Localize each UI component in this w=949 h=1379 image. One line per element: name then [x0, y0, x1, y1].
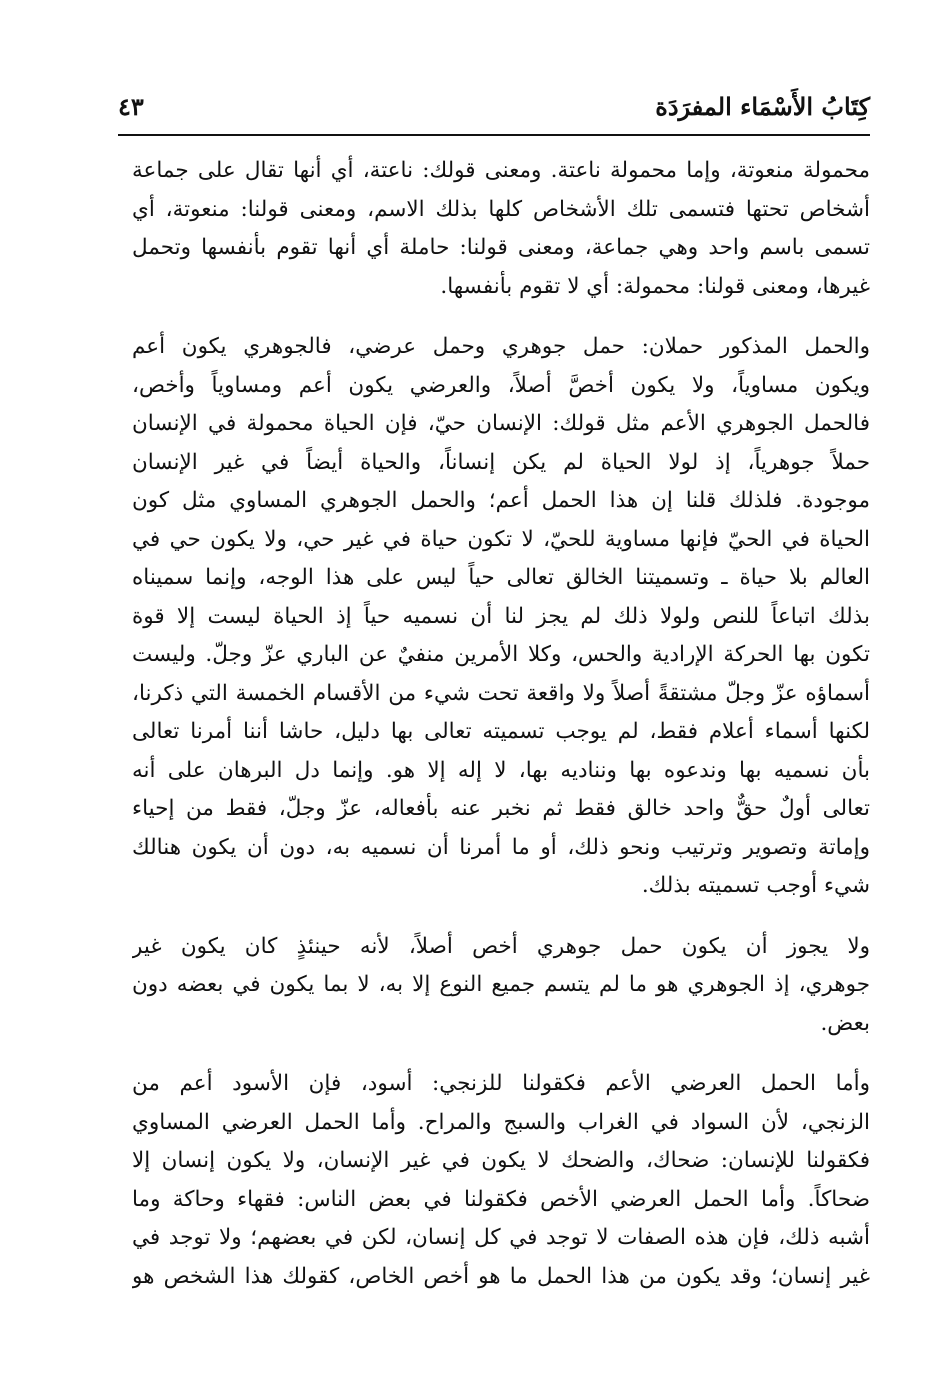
text-line: تكون بها الحركة الإرادية والحس، وكلا الأمرين منفيٌ عن الباري عزّ وجلّ. وليست	[132, 642, 870, 667]
text-line: ضحاكاً. وأما الحمل العرضي الأخص فكقولنا في بعض الناس: فقهاء وحاكة وما	[132, 1186, 870, 1212]
text-line: تعالى أولٌ حقٌّ واحد خالق فقط ثم نخبر عنه بأفعاله، عزّ وجلّ، فقط من إحياء	[132, 796, 870, 821]
text-line: بأن نسميه بها وندعوه بها ونناديه بها، لا إله إلا هو. وإنما دل البرهان على أنه	[132, 757, 870, 783]
text-line: ولا يجوز أن يكون حمل جوهري أخص أصلاً، لأنه حينئذٍ كان يكون غير	[132, 933, 870, 959]
paragraph-2	[132, 328, 870, 906]
text-line: فكقولنا للإنسان: ضحاك، والضحك لا يكون في غير الإنسان، ولا يكون إنسان إلا	[132, 1148, 870, 1173]
text-line: موجودة. فلذلك قلنا إن هذا الحمل أعم؛ والحمل الجوهري المساوي مثل كون	[132, 488, 870, 513]
text-line: وإماتة وتصوير وترتيب ونحو ذلك، أو ما أمرنا أن نسميه به، دون أن يكون هنالك	[132, 834, 870, 860]
text-line: والحمل المذكور حملان: حمل جوهري وحمل عرضي، فالجوهري يكون أعم	[132, 334, 870, 359]
text-line: الحياة في الحيّ فإنها مساوية للحيّ، لا تكون حياة في غير حي، ولا يكون حي في	[132, 526, 870, 552]
text-line: جوهري، إذ الجوهري هو ما لم يتسم جميع النوع إلا به، لا بما يكون في بعضه دون	[132, 972, 870, 997]
text-line: العالم بلا حياة ـ وتسميتنا الخالق تعالى حياً ليس على هذا الوجه، وإنما سميناه	[132, 565, 870, 590]
paragraph-1	[132, 152, 870, 306]
page-header	[118, 88, 870, 130]
text-line: وأما الحمل العرضي الأعم فكقولنا للزنجي: أسود، فإن الأسود أعم من	[132, 1071, 870, 1096]
page-number: ٤٣	[118, 92, 144, 121]
text-line: الزنجي، لأن السواد في الغراب والسبج والمراح. وأما الحمل العرضي المساوي	[132, 1109, 870, 1135]
text-line: ويكون مساوياً، ولا يكون أخصَّ أصلاً، والعرضي يكون أعم ومساوياً وأخص،	[132, 372, 870, 398]
paragraph-4	[132, 1065, 870, 1296]
text-line: فالحمل الجوهري الأعم مثل قولك: الإنسان حيّ، فإن الحياة محمولة في الإنسان	[132, 411, 870, 436]
text-line: لكنها أسماء أعلام فقط، لم يوجب تسميته تعالى بها دليل، حاشا أننا أمرنا تعالى	[132, 719, 870, 744]
running-title: كِتَابُ الأَسْمَاء المفرَدَة	[655, 92, 870, 121]
text-line: بذلك اتباعاً للنص ولولا ذلك لم يجز لنا أن نسميه حياً إذ الحياة ليست إلا قوة	[132, 603, 870, 629]
text-line: شيء أوجب تسميته بذلك.	[641, 873, 870, 898]
paragraph-3	[132, 928, 870, 1044]
header-rule	[118, 134, 870, 136]
text-line: حملاً جوهرياً، إذ لولا الحياة لم يكن إنساناً، والحياة أيضاً في غير الإنسان	[132, 449, 870, 475]
text-line: بعض.	[820, 1010, 870, 1036]
text-line: أسماؤه عزّ وجلّ مشتقةً أصلاً ولا واقعة تحت شيء من الأقسام الخمسة التي ذكرنا،	[132, 680, 870, 706]
body-text	[132, 152, 870, 1318]
text-line: غير إنسان؛ وقد يكون من هذا الحمل ما هو أخص الخاص، كقولك هذا الشخص هو	[132, 1263, 870, 1289]
text-line: محمولة منعوتة، وإما محمولة ناعتة. ومعنى قولك: ناعتة، أي أنها تقال على جماعة	[132, 158, 870, 183]
text-line: غيرها، ومعنى قولنا: محمولة: أي لا تقوم بأنفسها.	[440, 273, 870, 299]
text-line: أشخاص تحتها فتسمى تلك الأشخاص كلها بذلك الاسم، ومعنى قولنا: منعوتة، أي	[132, 196, 870, 222]
text-line: تسمى باسم واحد وهي جماعة، ومعنى قولنا: حاملة أي أنها تقوم بأنفسها وتحمل	[132, 235, 870, 260]
text-line: أشبه ذلك، فإن هذه الصفات لا توجد في كل إنسان، لكن في بعضهم؛ ولا توجد في	[132, 1225, 870, 1250]
